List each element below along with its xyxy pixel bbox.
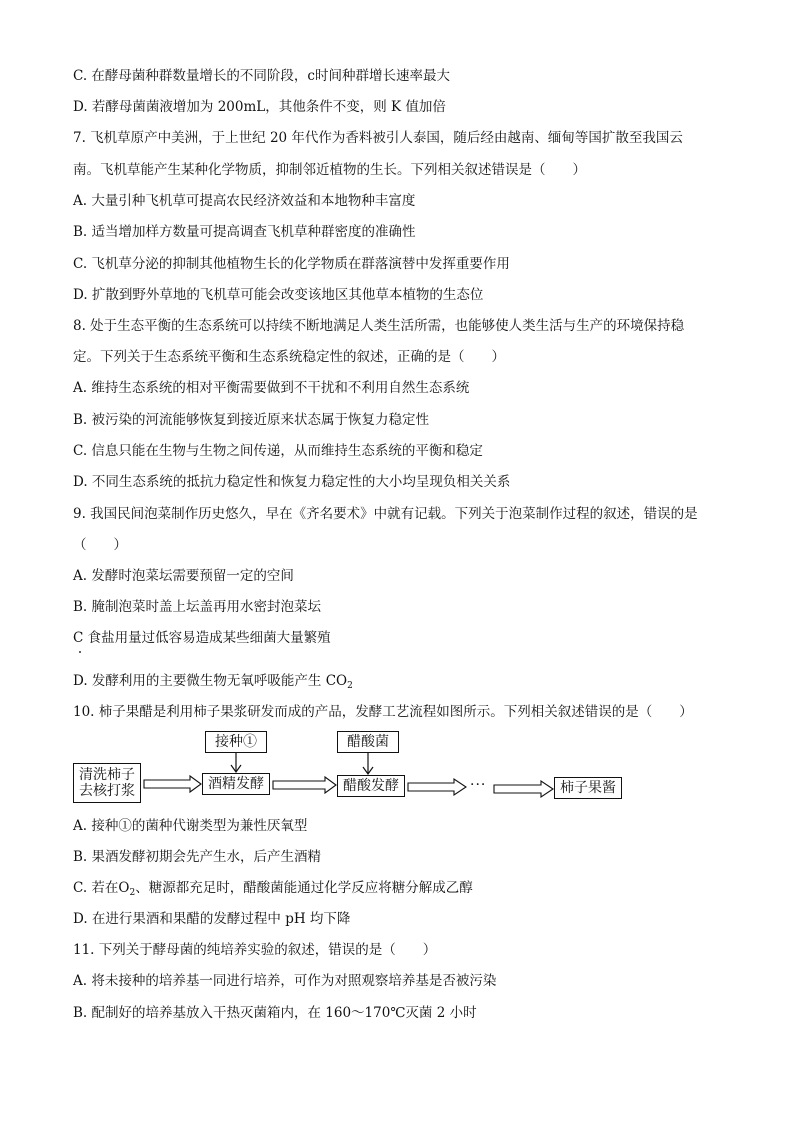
arrow-1 (144, 776, 201, 792)
q8-option-d: D. 不同生态系统的抵抗力稳定性和恢复力稳定性的大小均呈现负相关关系 (73, 474, 511, 490)
step-persimmon-jam: 柿子果酱 (554, 777, 622, 799)
q10-option-b: B. 果酒发酵初期会先产生水，后产生酒精 (73, 849, 322, 865)
q10-option-a: A. 接种①的菌种代谢类型为兼性厌氧型 (73, 818, 308, 834)
acetobacter-box: 醋酸菌 (337, 731, 399, 753)
q7-option-d: D. 扩散到野外草地的飞机草可能会改变该地区其他草本植物的生态位 (73, 287, 484, 303)
q8-stem-line1: 8. 处于生态平衡的生态系统可以持续不断地满足人类生活所需，也能够使人类生活与生产的环境保持稳 (73, 318, 685, 334)
q8-stem-line2: 定。下列关于生态系统平衡和生态系统稳定性的叙述，正确的是（ ） (73, 349, 505, 365)
q9-stem-line1: 9. 我国民间泡菜制作历史悠久，早在《齐名要术》中就有记载。下列关于泡菜制作过程的叙述，错误的是 (73, 506, 698, 522)
inoculate-1-box: 接种① (205, 731, 267, 753)
q9-option-b: B. 腌制泡菜时盖上坛盖再用水密封泡菜坛 (73, 599, 322, 615)
q8-option-b: B. 被污染的河流能够恢复到接近原来状态属于恢复力稳定性 (73, 412, 430, 428)
q10-stem: 10. 柿子果醋是利用柿子果浆研发而成的产品，发酵工艺流程如图所示。下列相关叙述错误的是（ ） (73, 704, 693, 720)
q7-option-c: C. 飞机草分泌的抑制其他植物生长的化学物质在群落演替中发挥重要作用 (73, 256, 510, 272)
q9-stem-line2: （ ） (73, 537, 127, 553)
q9-option-d-subscript: 2 (347, 681, 353, 691)
q10-option-c-text-post: 、糖源都充足时，醋酸菌能通过化学反应将糖分解成乙醇 (135, 880, 473, 896)
q7-option-b: B. 适当增加样方数量可提高调查飞机草种群密度的准确性 (73, 224, 416, 240)
q11-option-b: B. 配制好的培养基放入干热灭菌箱内，在 160～170℃灭菌 2 小时 (73, 1005, 477, 1021)
q8-option-a: A. 维持生态系统的相对平衡需要做到不干扰和不利用自然生态系统 (73, 380, 470, 396)
q10-option-c-subscript: 2 (129, 888, 136, 898)
arrow-4 (494, 781, 553, 797)
q11-option-a: A. 将未接种的培养基一同进行培养，可作为对照观察培养基是否被污染 (73, 973, 497, 989)
step-alcohol-fermentation: 酒精发酵 (202, 773, 270, 795)
q7-stem-line2: 南。飞机草能产生某种化学物质，抑制邻近植物的生长。下列相关叙述错误是（ ） (73, 162, 586, 178)
flow-ellipsis: ··· (470, 777, 487, 793)
q7-option-a: A. 大量引种飞机草可提高农民经济效益和本地物种丰富度 (73, 193, 416, 209)
arrow-3 (408, 779, 466, 795)
q9-option-a: A. 发酵时泡菜坛需要预留一定的空间 (73, 568, 294, 584)
step-wash-line1: 清洗柿子 (79, 767, 135, 783)
q10-option-d: D. 在进行果酒和果醋的发酵过程中 pH 均下降 (73, 911, 351, 927)
q6-option-c: C. 在酵母菌种群数量增长的不同阶段，c时间种群增长速率最大 (73, 68, 450, 84)
q11-stem: 11. 下列关于酵母菌的纯培养实验的叙述，错误的是（ ） (73, 942, 437, 958)
step-acetic-fermentation: 醋酸发酵 (337, 775, 405, 797)
q8-option-c: C. 信息只能在生物与生物之间传递，从而维持生态系统的平衡和稳定 (73, 443, 483, 459)
step-wash-line2: 去核打浆 (79, 783, 135, 799)
q7-stem-line1: 7. 飞机草原产中美洲，于上世纪 20 年代作为香料被引人泰国，随后经由越南、缅甸等国扩散至我国云 (73, 130, 683, 146)
q9-option-c: C 食盐用量过低容易造成某些细菌大量繁殖 (73, 630, 331, 646)
q6-option-d: D. 若酵母菌菌液增加为 200mL，其他条件不变，则 K 值加倍 (73, 99, 446, 115)
q10-option-c (73, 879, 473, 902)
q9-option-d-text: D. 发酵利用的主要微生物无氧呼吸能产生 CO (73, 673, 348, 689)
arrow-2 (273, 777, 336, 793)
q10-option-c-text-pre: C. 若在O (73, 880, 130, 896)
